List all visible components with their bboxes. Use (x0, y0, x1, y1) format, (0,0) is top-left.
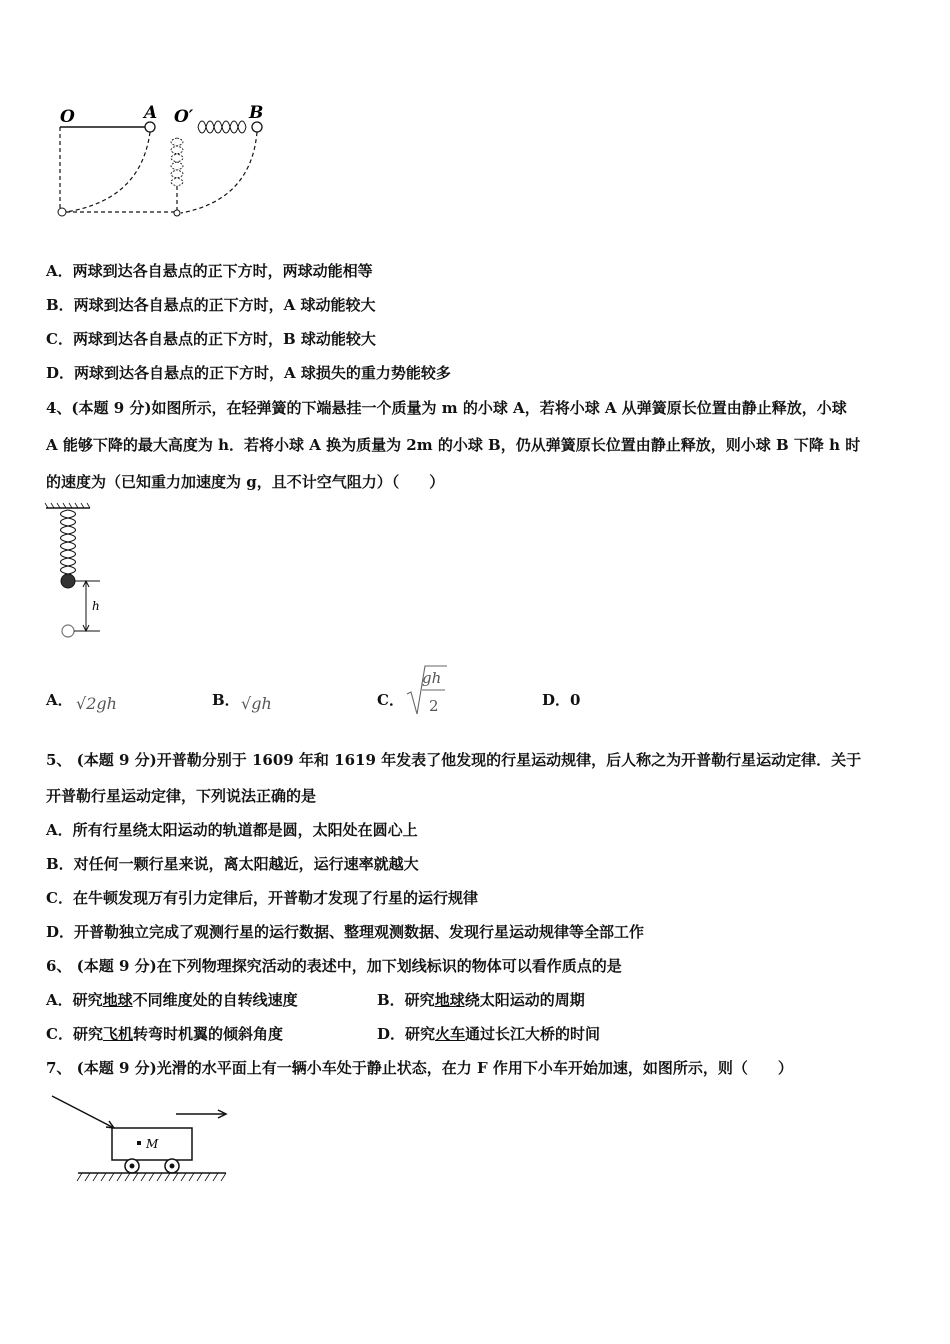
q4-stem-line3: 的速度为（已知重力加速度为 g，且不计空气阻力）（ ） (46, 473, 445, 491)
q4-stem-line1: 4、(本题 9 分)如图所示，在轻弹簧的下端悬挂一个质量为 m 的小球 A，若将小球 A 从弹簧原长位置由静止释放，小球 (46, 399, 847, 417)
q4-option-b-formula: √gh (241, 694, 272, 713)
q6-option-b: B．研究地球绕太阳运动的周期 (377, 991, 585, 1009)
q5-option-c: C．在牛顿发现万有引力定律后，开普勒才发现了行星的运行规律 (46, 889, 478, 907)
label-o-prime: O′ (174, 107, 194, 127)
q5-option-a: A．所有行星绕太阳运动的轨道都是圆，太阳处在圆心上 (46, 821, 418, 839)
q4-option-a-formula: √2gh (76, 694, 117, 713)
q5-option-d: D．开普勒独立完成了观测行星的运行数据、整理观测数据、发现行星运动规律等全部工作 (46, 923, 645, 941)
q6-option-a: A．研究地球不同维度处的自转线速度 (46, 991, 298, 1009)
label-a: A (144, 103, 158, 123)
label-o: O (60, 107, 75, 127)
q5-stem-line2: 开普勒行星运动定律，下列说法正确的是 (46, 787, 317, 805)
svg-text:gh: gh (422, 669, 442, 687)
hanging-spring-figure (44, 502, 114, 644)
q3-option-d: D．两球到达各自悬点的正下方时，A 球损失的重力势能较多 (46, 364, 451, 382)
svg-text:2: 2 (429, 697, 439, 715)
q6-stem: 6、 (本题 9 分)在下列物理探究活动的表述中，加下划线标识的物体可以看作质点的是 (46, 957, 622, 975)
q4-option-a-label: A． (46, 691, 73, 709)
q4-option-b-label: B． (212, 691, 240, 709)
q4-option-d: D．0 (542, 691, 581, 709)
q3-option-a: A．两球到达各自悬点的正下方时，两球动能相等 (46, 262, 373, 280)
label-h: h (92, 599, 100, 613)
q7-stem: 7、 (本题 9 分)光滑的水平面上有一辆小车处于静止状态，在力 F 作用下小车开始加速，如图所示，则（ ） (46, 1059, 793, 1077)
pendulum-spring-figure (46, 100, 276, 225)
q4-option-c-formula (405, 664, 451, 718)
q6-option-d: D．研究火车通过长江大桥的时间 (377, 1025, 601, 1043)
q6-option-c: C．研究飞机转弯时机翼的倾斜角度 (46, 1025, 283, 1043)
cart-force-figure (46, 1090, 236, 1186)
q3-option-b: B．两球到达各自悬点的正下方时，A 球动能较大 (46, 296, 376, 314)
q5-stem-line1: 5、 (本题 9 分)开普勒分别于 1609 年和 1619 年发表了他发现的行星运动规律，后人称之为开普勒行星运动定律．关于 (46, 751, 862, 769)
label-m: M (146, 1137, 159, 1151)
q3-option-c: C．两球到达各自悬点的正下方时，B 球动能较大 (46, 330, 376, 348)
label-b: B (249, 103, 264, 123)
q4-stem-line2: A 能够下降的最大高度为 h．若将小球 A 换为质量为 2m 的小球 B，仍从弹簧原长位置由静止释放，则小球 B 下降 h 时 (46, 436, 861, 454)
q5-option-b: B．对任何一颗行星来说，离太阳越近，运行速率就越大 (46, 855, 419, 873)
q4-option-c-label: C． (377, 691, 404, 709)
